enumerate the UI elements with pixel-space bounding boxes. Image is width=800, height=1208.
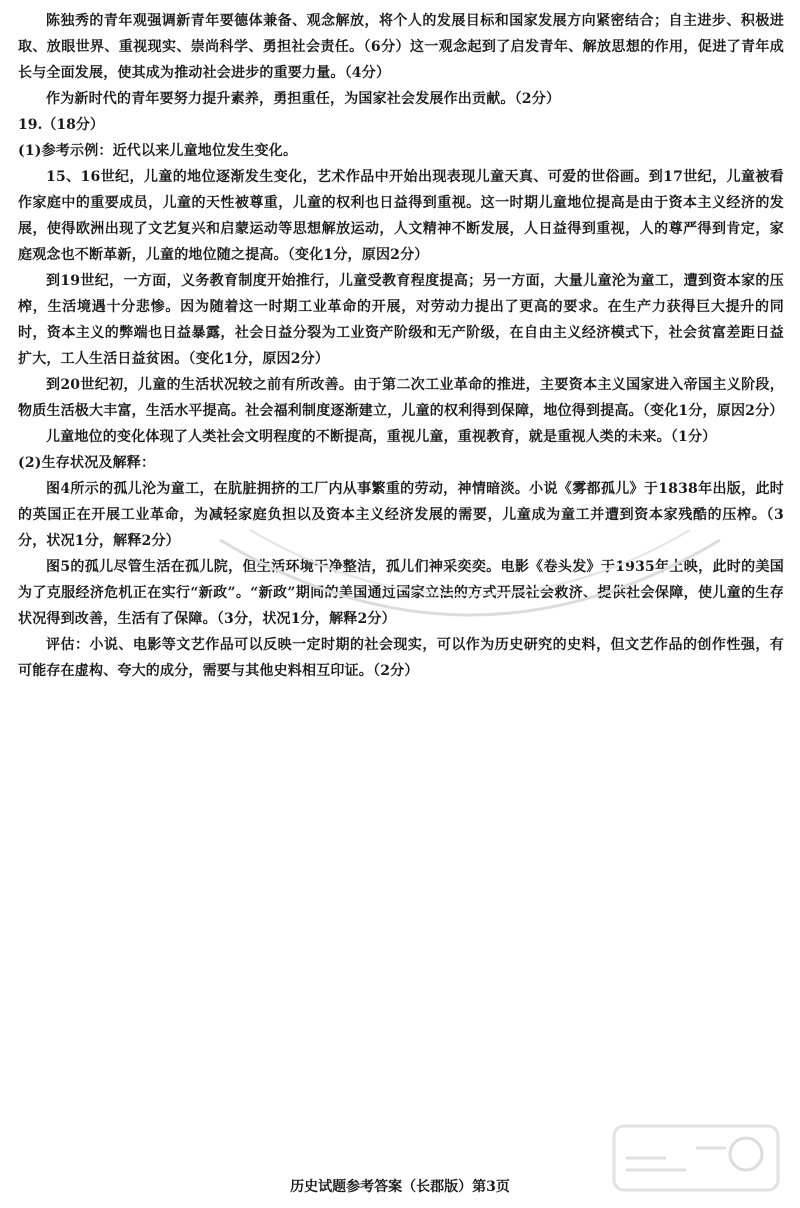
answer-paragraph-2: 作为新时代的青年要努力提升素养，勇担重任，为国家社会发展作出贡献。（2分） (46, 91, 561, 107)
answer-paragraph-6: 儿童地位的变化体现了人类社会文明程度的不断提高，重视儿童，重视教育，就是重视人类的未来。（1分） (46, 429, 717, 445)
answer-paragraph-7: 图4所示的孤儿沦为童工，在肮脏拥挤的工厂内从事繁重的劳动，神情暗淡。小说《雾都孤儿》于1838年出版，此时的英国正在开展工业革命，为减轻家庭负担以及资本主义经济发展的需要，儿童成为童工并遭到资本家残酷的压榨。（3分，状况1分，解释2分） (18, 481, 784, 549)
answer-paragraph-3: 15、16世纪，儿童的地位逐渐发生变化，艺术作品中开始出现表现儿童天真、可爱的世俗画。到17世纪，儿童被看作家庭中的重要成员，儿童的天性被尊重，儿童的权利也日益得到重视。这一时期儿童地位提高是由于资本主义经济的发展，使得欧洲出现了文艺复兴和启蒙运动等思想解放运动，人文精神不断发展，人日益得到重视，人的尊严得到肯定，家庭观念也不断革新，儿童的地位随之提高。（变化1分，原因2分） (18, 169, 784, 263)
page-footer: 历史试题参考答案（长郡版）第3页 (290, 1179, 510, 1195)
answer-paragraph-9: 评估：小说、电影等文艺作品可以反映一定时期的社会现实，可以作为历史研究的史料，但文艺作品的创作性强，有可能存在虚构、夸大的成分，需要与其他史料相互印证。（2分） (18, 637, 784, 679)
document-body (18, 8, 784, 684)
answer-paragraph-4: 到19世纪，一方面，义务教育制度开始推行，儿童受教育程度提高；另一方面，大量儿童沦为童工，遭到资本家的压榨，生活境遇十分悲惨。因为随着这一时期工业革命的开展，对劳动力提出了更高的要求。在生产力获得巨大提升的同时，资本主义的弊端也日益暴露，社会日益分裂为工业资产阶级和无产阶级，在自由主义经济模式下，社会贫富差距日益扩大，工人生活日益贫困。（变化1分，原因2分） (18, 273, 784, 367)
answer-paragraph-5: 到20世纪初，儿童的生活状况较之前有所改善。由于第二次工业革命的推进，主要资本主义国家进入帝国主义阶段，物质生活极大丰富，生活水平提高。社会福利制度逐渐建立，儿童的权利得到保障，地位得到提高。（变化1分，原因2分） (18, 377, 784, 419)
sub-question-1-heading: (1)参考示例：近代以来儿童地位发生变化。 (18, 143, 298, 159)
answer-paragraph-8: 图5的孤儿尽管生活在孤儿院，但生活环境干净整洁，孤儿们神采奕奕。电影《卷头发》于1935年上映，此时的美国为了克服经济危机正在实行“新政”。“新政”期间的美国通过国家立法的方式开展社会救济、提供社会保障，使儿童的生存状况得到改善，生活有了保障。（3分，状况1分，解释2分） (18, 559, 784, 627)
answer-paragraph-1: 陈独秀的青年观强调新青年要德体兼备、观念解放，将个人的发展目标和国家发展方向紧密结合；自主进步、积极进取、放眼世界、重视现实、崇尚科学、勇担社会责任。（6分）这一观念起到了启发青年、解放思想的作用，促进了青年成长与全面发展，使其成为推动社会进步的重要力量。（4分） (18, 13, 784, 81)
sub-question-2-heading: (2)生存状况及解释： (18, 455, 156, 471)
question-19-heading: 19.（18分） (18, 117, 104, 133)
